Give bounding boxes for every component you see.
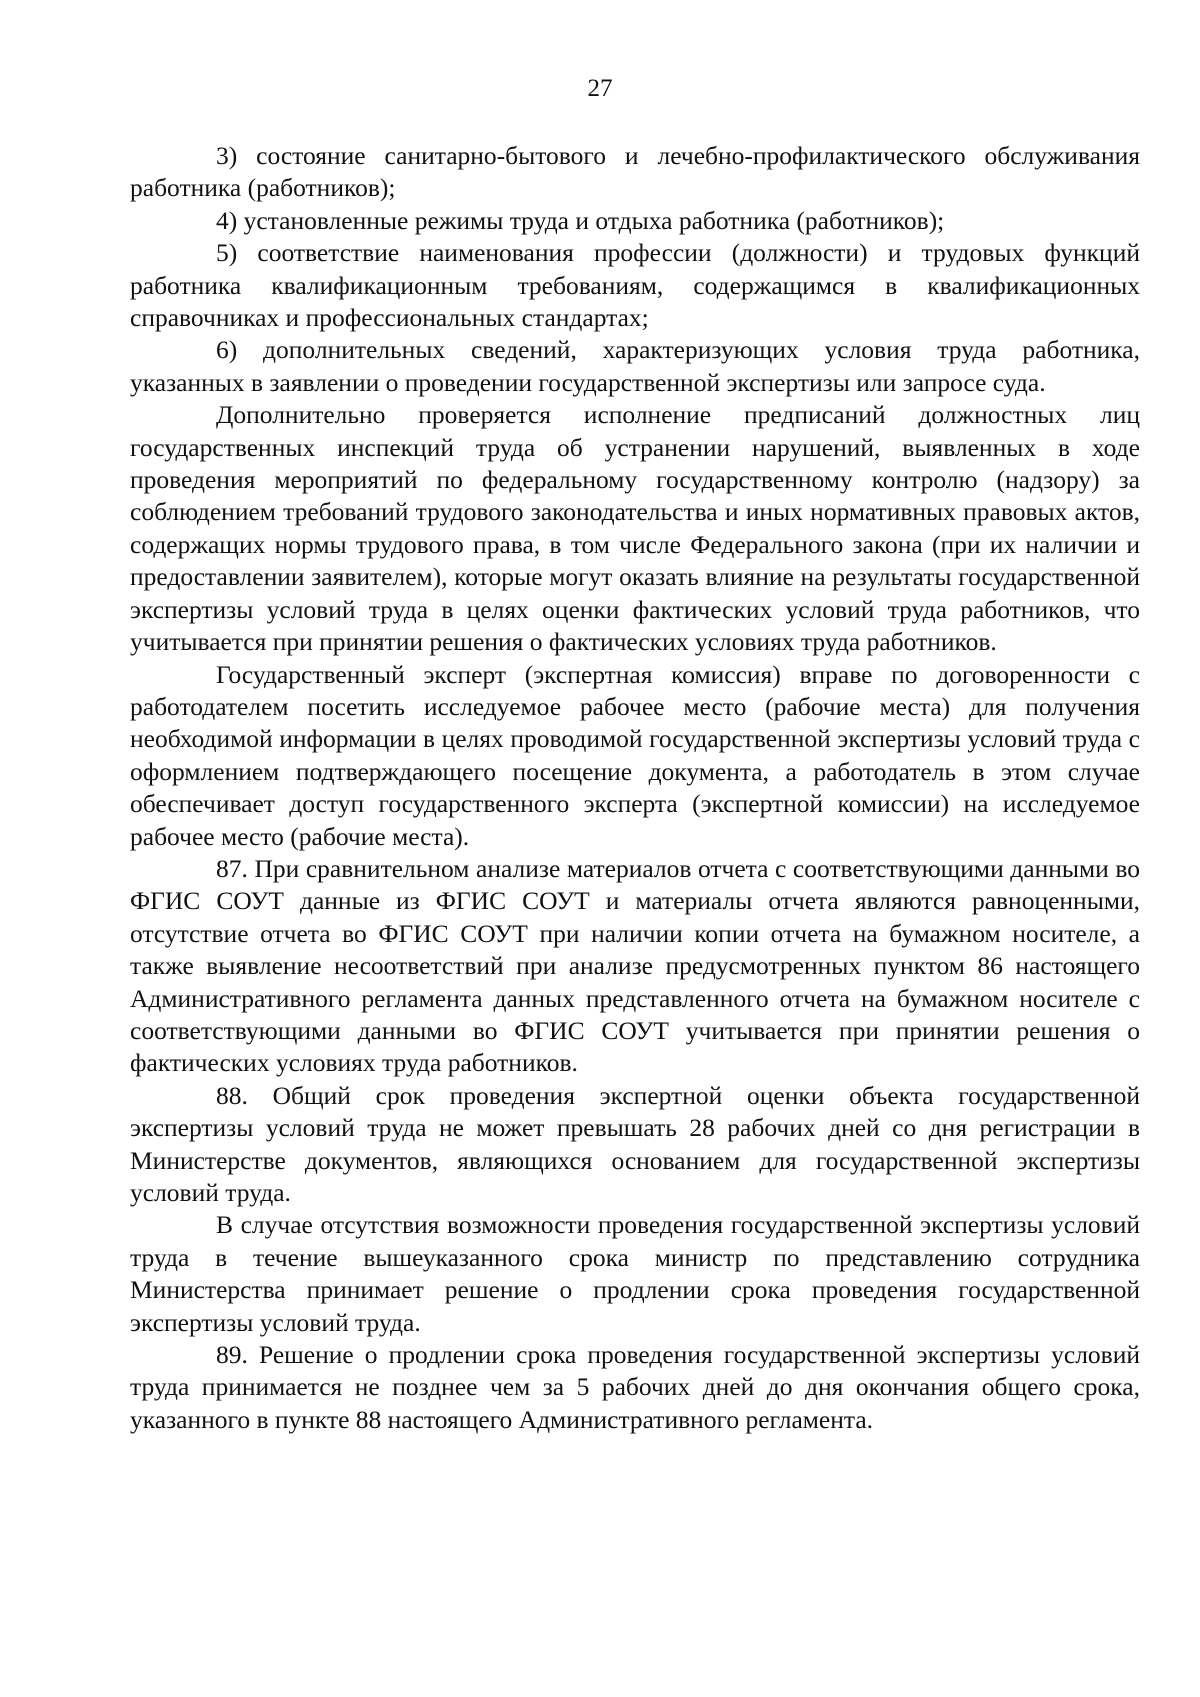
paragraph-item-6: 6) дополнительных сведений, характеризующих условия труда работника, указанных в заявлении о проведении государственной экспертизы или запросе суда. [130,335,1140,397]
paragraph-item-5: 5) соответствие наименования профессии (должности) и трудовых функций работника квалификационным требованиям, содержащимся в квалификационных справочниках и профессиональных стандартах; [130,238,1140,333]
paragraph-clause-89: 89. Решение о продлении срока проведения государственной экспертизы условий труда принимается не позднее чем за 5 рабочих дней до дня окончания общего срока, указанного в пункте 88 настоящего Административного регламента. [130,1340,1140,1434]
paragraph-clause-88: 88. Общий срок проведения экспертной оценки объекта государственной экспертизы условий труда не может превышать 28 рабочих дней со дня регистрации в Министерстве документов, являющихся основанием для государственной экспертизы условий труда. [130,1080,1140,1207]
paragraph-clause-87: 87. При сравнительном анализе материалов отчета с соответствующими данными во ФГИС СОУТ данные из ФГИС СОУТ и материалы отчета являются равноценными, отсутствие отчета во ФГИС СОУТ при наличии копии отчета на бумажном носителе, а также выявление несоответствий при анализе предусмотренных пунктом 86 настоящего Административного регламента данных представленного отчета на бумажном носителе с соответствующими данными во ФГИС СОУТ учитывается при принятии решения о фактических условиях труда работников. [130,853,1140,1078]
document-body [130,140,1140,1436]
paragraph-extension: В случае отсутствия возможности проведения государственной экспертизы условий труда в течение вышеуказанного срока министр по представлению сотрудника Министерства принимает решение о продлении срока проведения государственной экспертизы условий труда. [130,1210,1140,1337]
paragraph-item-3: 3) состояние санитарно-бытового и лечебно-профилактического обслуживания работника (работников); [130,141,1140,203]
paragraph-item-4: 4) установленные режимы труда и отдыха работника (работников); [216,205,945,235]
paragraph-expert-visit: Государственный эксперт (экспертная комиссия) вправе по договоренности с работодателем посетить исследуемое рабочее место (рабочие места) для получения необходимой информации в целях проводимой государственной экспертизы условий труда с оформлением подтверждающего посещение документа, а работодатель в этом случае обеспечивает доступ государственного эксперта (экспертной комиссии) на исследуемое рабочее место (рабочие места). [130,659,1140,851]
page-number: 27 [587,75,613,102]
paragraph-additional-check: Дополнительно проверяется исполнение предписаний должностных лиц государственных инспекций труда об устранении нарушений, выявленных в ходе проведения мероприятий по федеральному государственному контролю (надзору) за соблюдением требований трудового законодательства и иных нормативных правовых актов, содержащих нормы трудового права, в том числе Федерального закона (при их наличии и предоставлении заявителем), которые могут оказать влияние на результаты государственной экспертизы условий труда в целях оценки фактических условий труда работников, что учитывается при принятии решения о фактических условиях труда работников. [130,400,1140,657]
